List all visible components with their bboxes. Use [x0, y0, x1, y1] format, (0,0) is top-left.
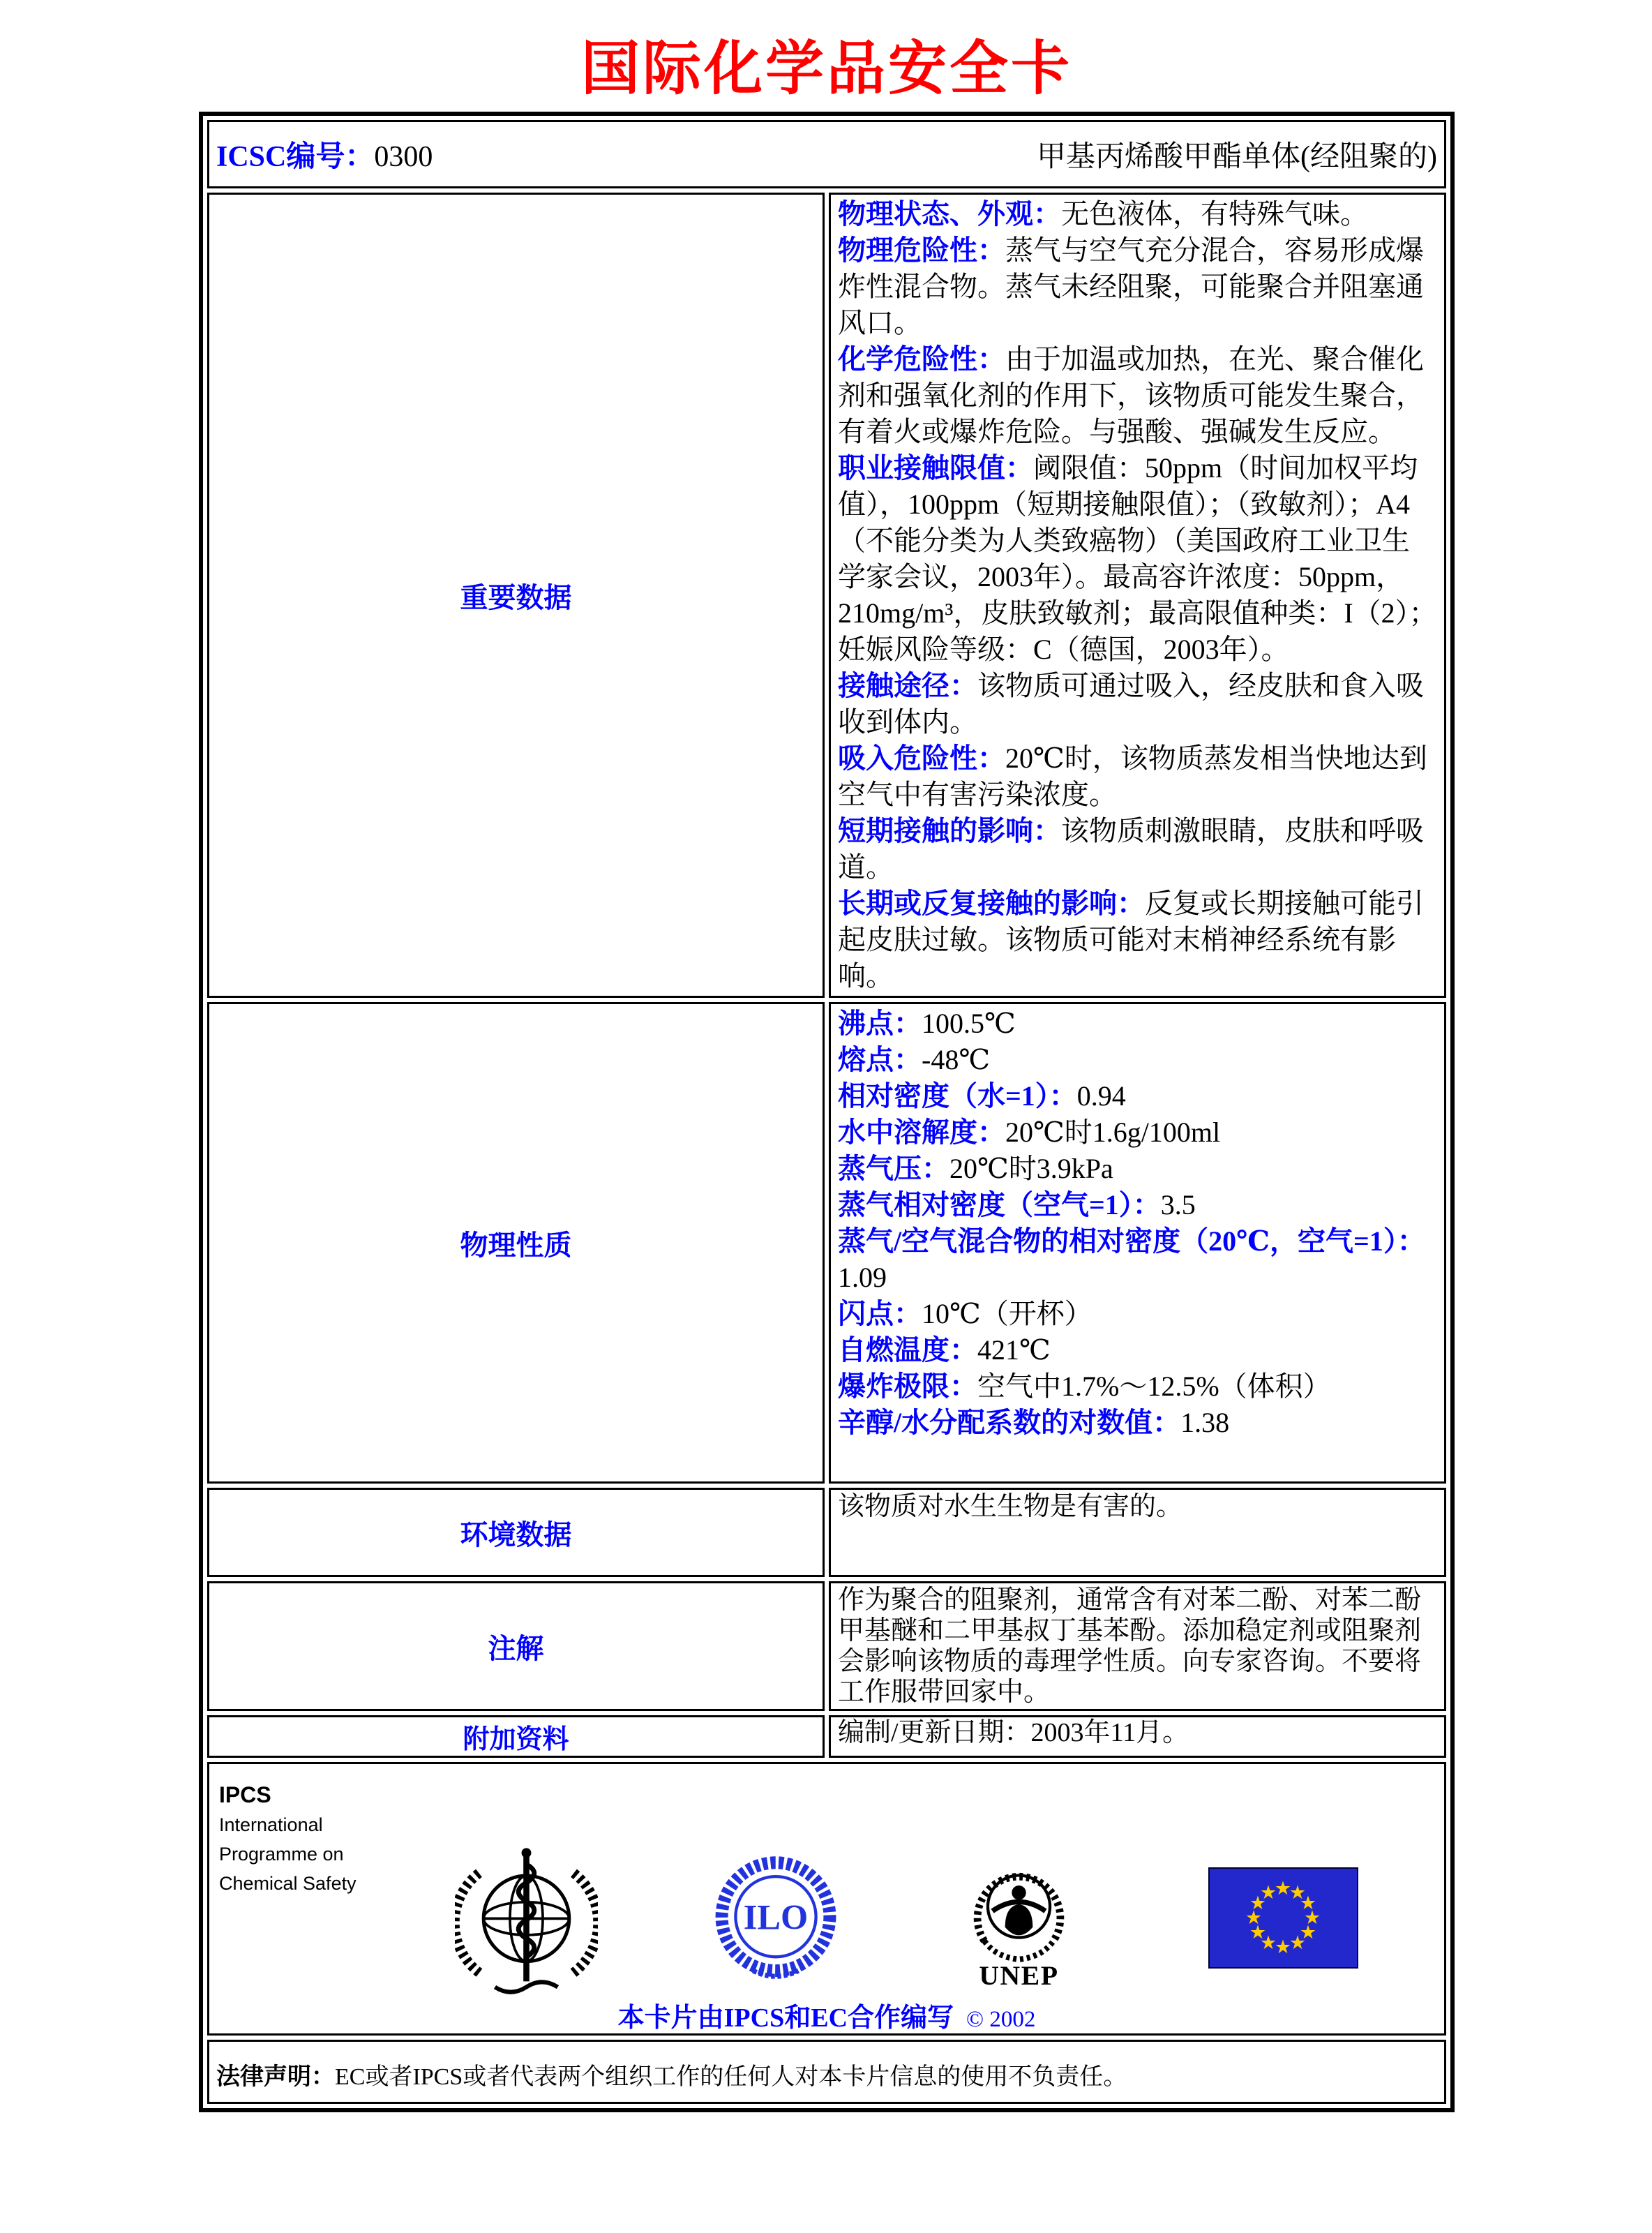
legal-text: EC或者IPCS或者代表两个组织工作的任何人对本卡片信息的使用不负责任。	[335, 2064, 1127, 2090]
field-label: 短期接触的影响：	[838, 815, 1061, 846]
legal-cell	[207, 2040, 1446, 2104]
field-value: 无色液体，有特殊气味。	[1061, 198, 1368, 230]
property-line	[838, 1332, 1437, 1368]
property-line	[838, 1078, 1437, 1114]
property-line	[838, 1223, 1437, 1296]
environmental-data-row	[207, 1488, 1446, 1577]
icsc-number-label: ICSC编号：	[216, 141, 375, 173]
additional-info-content: 编制/更新日期：2003年11月。	[829, 1715, 1446, 1758]
ipcs-line: Programme on	[219, 1844, 344, 1865]
svg-text:★: ★	[1303, 1907, 1321, 1929]
important-line	[838, 341, 1437, 450]
field-label: 蒸气/空气混合物的相对密度（20℃，空气=1）：	[838, 1225, 1425, 1257]
important-data-row	[207, 193, 1446, 998]
field-label: 化学危险性：	[838, 343, 1005, 375]
unep-logo-icon	[961, 1846, 1076, 1996]
field-label: 自燃温度：	[838, 1334, 977, 1366]
property-line	[838, 1151, 1437, 1187]
svg-text:★: ★	[1289, 1932, 1307, 1954]
property-line	[838, 1368, 1437, 1405]
logos-cell	[207, 1762, 1446, 2036]
eu-flag-icon	[1208, 1867, 1358, 1972]
field-value: 3.5	[1160, 1189, 1196, 1220]
field-value: 反复或长期接触可能引起皮肤过敏。该物质可能对末梢神经系统有影响。	[838, 888, 1424, 992]
ipcs-line: Chemical Safety	[219, 1873, 356, 1894]
property-line	[838, 1405, 1437, 1441]
property-line	[838, 1006, 1437, 1042]
ipcs-text-block	[219, 1779, 356, 1898]
additional-info-row	[207, 1715, 1446, 1758]
svg-text:★: ★	[1274, 1878, 1292, 1899]
svg-text:★: ★	[1274, 1936, 1292, 1958]
page-title: 国际化学品安全卡	[580, 36, 1072, 101]
field-label: 爆炸极限：	[838, 1371, 977, 1402]
physical-properties-row	[207, 1002, 1446, 1484]
field-value: 空气中1.7%～12.5%（体积）	[977, 1371, 1331, 1402]
important-data-content	[829, 193, 1446, 998]
field-label: 水中溶解度：	[838, 1116, 1005, 1148]
field-value: 蒸气与空气充分混合，容易形成爆炸性混合物。蒸气未经阻聚，可能聚合并阻塞通风口。	[838, 234, 1424, 338]
field-value: 该物质可通过吸入，经皮肤和食入吸收到体内。	[838, 670, 1424, 738]
notes-content: 作为聚合的阻聚剂，通常含有对苯二酚、对苯二酚甲基醚和二甲基叔丁基苯酚。添加稳定剂或阻聚剂会影响该物质的毒理学性质。向专家咨询。不要将工作服带回家中。	[829, 1581, 1446, 1711]
field-label: 蒸气相对密度（空气=1）：	[838, 1189, 1161, 1220]
svg-text:★: ★	[1259, 1932, 1277, 1954]
chemical-name: 甲基丙烯酸甲酯单体(经阻聚的)	[1037, 141, 1437, 173]
svg-text:★: ★	[1289, 1882, 1307, 1904]
field-value: 1.09	[838, 1262, 887, 1293]
copyright-text: © 2002	[966, 2007, 1036, 2032]
field-value: 20℃时，该物质蒸发相当快地达到空气中有害污染浓度。	[838, 742, 1427, 810]
svg-text:★: ★	[1299, 1892, 1317, 1914]
field-value: 1.38	[1180, 1407, 1230, 1438]
field-label: 长期或反复接触的影响：	[838, 888, 1145, 919]
field-value: 由于加温或加热，在光、聚合催化剂和强氧化剂的作用下，该物质可能发生聚合，有着火或爆炸危险。与强酸、强碱发生反应。	[838, 343, 1424, 447]
important-line	[838, 450, 1437, 668]
important-line	[838, 196, 1437, 232]
field-label: 相对密度（水=1）：	[838, 1080, 1077, 1112]
header-cell	[207, 120, 1446, 188]
ipcs-acronym: IPCS	[219, 1782, 271, 1807]
cooperation-caption	[209, 1996, 1444, 2034]
field-label: 蒸气压：	[838, 1153, 949, 1184]
unep-logo-text: UNEP	[979, 1960, 1059, 1992]
legal-label: 法律声明：	[216, 2064, 335, 2090]
important-line	[838, 813, 1437, 886]
physical-properties-row-label: 物理性质	[207, 1002, 825, 1484]
field-value: 421℃	[977, 1334, 1051, 1366]
svg-text:★: ★	[1259, 1882, 1277, 1904]
environmental-data-row-label: 环境数据	[207, 1488, 825, 1577]
field-label: 物理危险性：	[838, 234, 1005, 266]
field-value: 0.94	[1076, 1080, 1126, 1112]
additional-info-row-label: 附加资料	[207, 1715, 825, 1758]
legal-row	[207, 2040, 1446, 2104]
who-logo-icon	[455, 1844, 598, 2005]
field-value: 阈限值：50ppm（时间加权平均值），100ppm（短期接触限值）；（致敏剂）；A4（不能分类为人类致癌物）（美国政府工业卫生学家会议，2003年）。最高容许浓度：50ppm，210mg/m³，皮肤致敏剂；最高限值种类：I（2）；妊娠风险等级：C（德国，2003年）。	[838, 452, 1437, 665]
important-line	[838, 232, 1437, 341]
field-label: 熔点：	[838, 1044, 922, 1075]
field-label: 沸点：	[838, 1008, 922, 1039]
important-line	[838, 740, 1437, 813]
logos-row	[207, 1762, 1446, 2036]
svg-text:★: ★	[1249, 1922, 1267, 1943]
field-label: 接触途径：	[838, 670, 977, 701]
field-label: 吸入危险性：	[838, 742, 1005, 774]
physical-properties-content	[829, 1002, 1446, 1484]
important-line	[838, 886, 1437, 994]
field-label: 闪点：	[838, 1298, 922, 1329]
header-row	[207, 120, 1446, 188]
field-label: 物理状态、外观：	[838, 198, 1061, 230]
important-data-row-label: 重要数据	[207, 193, 825, 998]
field-value: 20℃时1.6g/100ml	[1005, 1116, 1221, 1148]
field-value: 10℃（开杯）	[922, 1298, 1092, 1329]
property-line	[838, 1187, 1437, 1223]
important-line	[838, 668, 1437, 740]
field-label: 职业接触限值：	[838, 452, 1033, 484]
field-label: 辛醇/水分配系数的对数值：	[838, 1407, 1181, 1438]
ipcs-line: International	[219, 1814, 323, 1835]
cooperation-caption-text: 本卡片由IPCS和EC合作编写	[617, 2003, 954, 2033]
ilo-logo-text: ILO	[743, 1897, 809, 1937]
property-line	[838, 1296, 1437, 1332]
field-value: 20℃时3.9kPa	[949, 1153, 1113, 1184]
icsc-number-value: 0300	[374, 141, 433, 173]
svg-text:★: ★	[1245, 1907, 1263, 1929]
field-value: 该物质刺激眼睛，皮肤和呼吸道。	[838, 815, 1424, 883]
svg-text:★: ★	[1299, 1922, 1317, 1943]
environmental-data-content: 该物质对水生生物是有害的。	[829, 1488, 1446, 1577]
property-line	[838, 1042, 1437, 1078]
notes-row-label: 注解	[207, 1581, 825, 1711]
notes-row	[207, 1581, 1446, 1711]
svg-text:★: ★	[1249, 1892, 1267, 1914]
icsc-number-group	[216, 133, 433, 175]
ilo-logo-icon	[713, 1853, 839, 1986]
property-line	[838, 1114, 1437, 1151]
icsc-card-table	[199, 112, 1455, 2112]
field-value: -48℃	[922, 1044, 991, 1075]
field-value: 100.5℃	[922, 1008, 1016, 1039]
